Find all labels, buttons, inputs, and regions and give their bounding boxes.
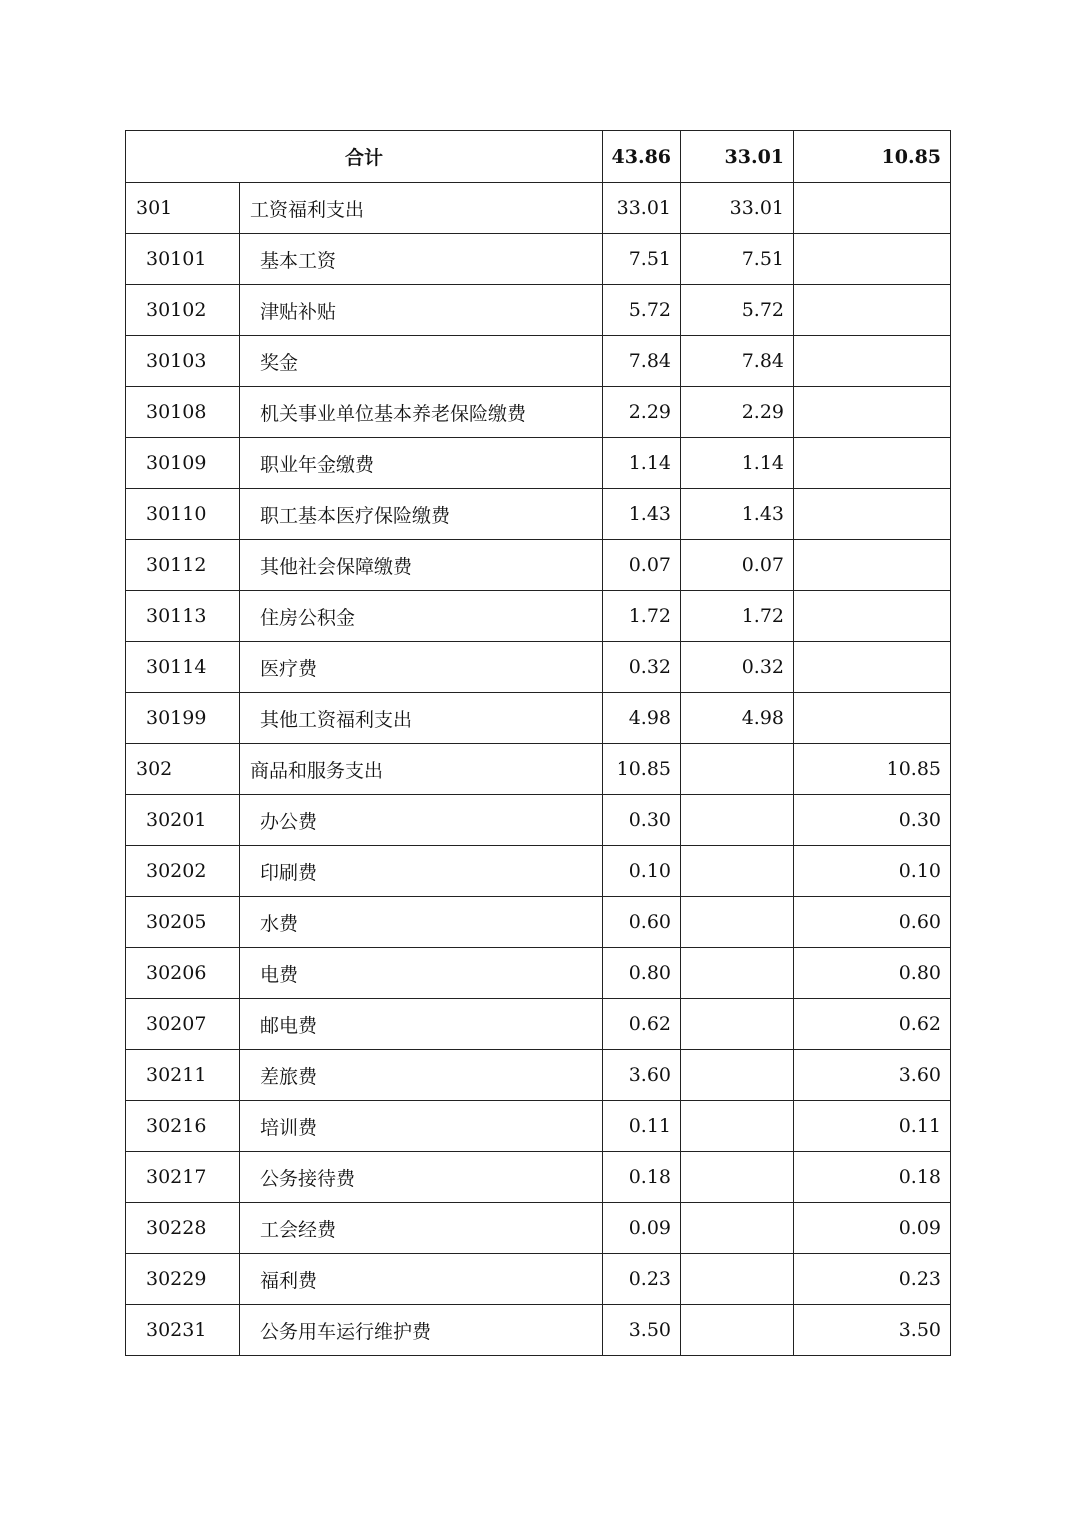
- table-row: [126, 336, 951, 387]
- total-amount-cell: 0.60: [603, 897, 681, 948]
- table-row: [126, 693, 951, 744]
- project-amount-cell: [794, 591, 951, 642]
- project-amount-cell: 0.60: [794, 897, 951, 948]
- economic-code-cell: 30231: [126, 1305, 240, 1356]
- project-amount-cell: [794, 336, 951, 387]
- economic-code-cell: 30201: [126, 795, 240, 846]
- item-name-cell: 福利费: [240, 1254, 603, 1305]
- project-amount-cell: [794, 540, 951, 591]
- table-row: [126, 387, 951, 438]
- project-amount-cell: [794, 693, 951, 744]
- economic-code-cell: 30228: [126, 1203, 240, 1254]
- project-amount-cell: [794, 183, 951, 234]
- item-name-cell: 医疗费: [240, 642, 603, 693]
- project-amount-cell: [794, 234, 951, 285]
- project-amount-cell: 0.30: [794, 795, 951, 846]
- expenditure-table: [125, 130, 951, 1356]
- project-amount-cell: 10.85: [794, 744, 951, 795]
- total-amount-cell: 0.07: [603, 540, 681, 591]
- project-amount-cell: 0.18: [794, 1152, 951, 1203]
- basic-amount-cell: 0.32: [681, 642, 794, 693]
- total-label: 合计: [126, 131, 603, 183]
- basic-amount-cell: [681, 1203, 794, 1254]
- basic-amount-cell: 0.07: [681, 540, 794, 591]
- project-amount-cell: 0.10: [794, 846, 951, 897]
- table-row: [126, 1152, 951, 1203]
- basic-amount-cell: [681, 1152, 794, 1203]
- total-amount-cell: 4.98: [603, 693, 681, 744]
- total-row: [126, 131, 951, 183]
- basic-amount-cell: [681, 1101, 794, 1152]
- table-row: [126, 897, 951, 948]
- economic-code-cell: 30102: [126, 285, 240, 336]
- economic-code-cell: 30110: [126, 489, 240, 540]
- economic-code-cell: 301: [126, 183, 240, 234]
- project-amount-cell: [794, 285, 951, 336]
- economic-code-cell: 30205: [126, 897, 240, 948]
- basic-amount-cell: [681, 1305, 794, 1356]
- economic-code-cell: 30113: [126, 591, 240, 642]
- table-body: [126, 131, 951, 1356]
- total-amount-cell: 3.60: [603, 1050, 681, 1101]
- economic-code-cell: 30207: [126, 999, 240, 1050]
- basic-amount-cell: [681, 1050, 794, 1101]
- basic-amount-cell: 1.14: [681, 438, 794, 489]
- table-row: [126, 744, 951, 795]
- basic-amount-cell: 4.98: [681, 693, 794, 744]
- item-name-cell: 职工基本医疗保险缴费: [240, 489, 603, 540]
- item-name-cell: 公务接待费: [240, 1152, 603, 1203]
- item-name-cell: 机关事业单位基本养老保险缴费: [240, 387, 603, 438]
- economic-code-cell: 30211: [126, 1050, 240, 1101]
- item-name-cell: 差旅费: [240, 1050, 603, 1101]
- basic-amount-cell: [681, 744, 794, 795]
- total-amount-cell: 0.30: [603, 795, 681, 846]
- total-sum-cell: 43.86: [603, 131, 681, 183]
- economic-code-cell: 30109: [126, 438, 240, 489]
- total-amount-cell: 10.85: [603, 744, 681, 795]
- table-row: [126, 438, 951, 489]
- basic-amount-cell: 1.72: [681, 591, 794, 642]
- project-amount-cell: 0.23: [794, 1254, 951, 1305]
- table-row: [126, 591, 951, 642]
- total-amount-cell: 0.32: [603, 642, 681, 693]
- item-name-cell: 奖金: [240, 336, 603, 387]
- total-amount-cell: 0.18: [603, 1152, 681, 1203]
- basic-amount-cell: 5.72: [681, 285, 794, 336]
- basic-amount-cell: 33.01: [681, 183, 794, 234]
- basic-amount-cell: 2.29: [681, 387, 794, 438]
- item-name-cell: 工资福利支出: [240, 183, 603, 234]
- project-amount-cell: 3.50: [794, 1305, 951, 1356]
- economic-code-cell: 30199: [126, 693, 240, 744]
- project-amount-cell: 0.62: [794, 999, 951, 1050]
- basic-amount-cell: 7.51: [681, 234, 794, 285]
- total-amount-cell: 2.29: [603, 387, 681, 438]
- economic-code-cell: 30114: [126, 642, 240, 693]
- total-amount-cell: 3.50: [603, 1305, 681, 1356]
- total-amount-cell: 5.72: [603, 285, 681, 336]
- item-name-cell: 基本工资: [240, 234, 603, 285]
- item-name-cell: 印刷费: [240, 846, 603, 897]
- total-amount-cell: 0.09: [603, 1203, 681, 1254]
- economic-code-cell: 30202: [126, 846, 240, 897]
- table-row: [126, 999, 951, 1050]
- economic-code-cell: 30112: [126, 540, 240, 591]
- item-name-cell: 电费: [240, 948, 603, 999]
- item-name-cell: 住房公积金: [240, 591, 603, 642]
- item-name-cell: 其他工资福利支出: [240, 693, 603, 744]
- project-amount-cell: [794, 387, 951, 438]
- table-row: [126, 234, 951, 285]
- economic-code-cell: 30101: [126, 234, 240, 285]
- basic-amount-cell: [681, 846, 794, 897]
- total-amount-cell: 0.11: [603, 1101, 681, 1152]
- project-amount-cell: 0.09: [794, 1203, 951, 1254]
- total-amount-cell: 0.10: [603, 846, 681, 897]
- item-name-cell: 津贴补贴: [240, 285, 603, 336]
- table-row: [126, 183, 951, 234]
- item-name-cell: 水费: [240, 897, 603, 948]
- basic-amount-cell: [681, 999, 794, 1050]
- table-row: [126, 1203, 951, 1254]
- basic-amount-cell: 7.84: [681, 336, 794, 387]
- table-row: [126, 1101, 951, 1152]
- project-amount-cell: 0.80: [794, 948, 951, 999]
- total-amount-cell: 7.51: [603, 234, 681, 285]
- economic-code-cell: 302: [126, 744, 240, 795]
- project-amount-cell: [794, 438, 951, 489]
- item-name-cell: 工会经费: [240, 1203, 603, 1254]
- economic-code-cell: 30216: [126, 1101, 240, 1152]
- table-row: [126, 846, 951, 897]
- total-amount-cell: 0.23: [603, 1254, 681, 1305]
- item-name-cell: 商品和服务支出: [240, 744, 603, 795]
- item-name-cell: 办公费: [240, 795, 603, 846]
- table-row: [126, 540, 951, 591]
- basic-amount-cell: [681, 948, 794, 999]
- table-row: [126, 1254, 951, 1305]
- project-amount-cell: [794, 489, 951, 540]
- total-project-cell: 10.85: [794, 131, 951, 183]
- table-row: [126, 489, 951, 540]
- item-name-cell: 公务用车运行维护费: [240, 1305, 603, 1356]
- economic-code-cell: 30229: [126, 1254, 240, 1305]
- total-amount-cell: 1.72: [603, 591, 681, 642]
- item-name-cell: 邮电费: [240, 999, 603, 1050]
- project-amount-cell: 3.60: [794, 1050, 951, 1101]
- item-name-cell: 其他社会保障缴费: [240, 540, 603, 591]
- total-amount-cell: 7.84: [603, 336, 681, 387]
- expenditure-sheet: [125, 130, 950, 1356]
- total-basic-cell: 33.01: [681, 131, 794, 183]
- total-amount-cell: 33.01: [603, 183, 681, 234]
- project-amount-cell: [794, 642, 951, 693]
- table-row: [126, 642, 951, 693]
- basic-amount-cell: 1.43: [681, 489, 794, 540]
- table-row: [126, 1305, 951, 1356]
- basic-amount-cell: [681, 1254, 794, 1305]
- table-row: [126, 795, 951, 846]
- table-row: [126, 1050, 951, 1101]
- economic-code-cell: 30217: [126, 1152, 240, 1203]
- table-row: [126, 948, 951, 999]
- total-amount-cell: 0.62: [603, 999, 681, 1050]
- basic-amount-cell: [681, 795, 794, 846]
- item-name-cell: 培训费: [240, 1101, 603, 1152]
- table-row: [126, 285, 951, 336]
- total-amount-cell: 1.14: [603, 438, 681, 489]
- basic-amount-cell: [681, 897, 794, 948]
- economic-code-cell: 30206: [126, 948, 240, 999]
- total-amount-cell: 0.80: [603, 948, 681, 999]
- total-amount-cell: 1.43: [603, 489, 681, 540]
- item-name-cell: 职业年金缴费: [240, 438, 603, 489]
- project-amount-cell: 0.11: [794, 1101, 951, 1152]
- economic-code-cell: 30103: [126, 336, 240, 387]
- economic-code-cell: 30108: [126, 387, 240, 438]
